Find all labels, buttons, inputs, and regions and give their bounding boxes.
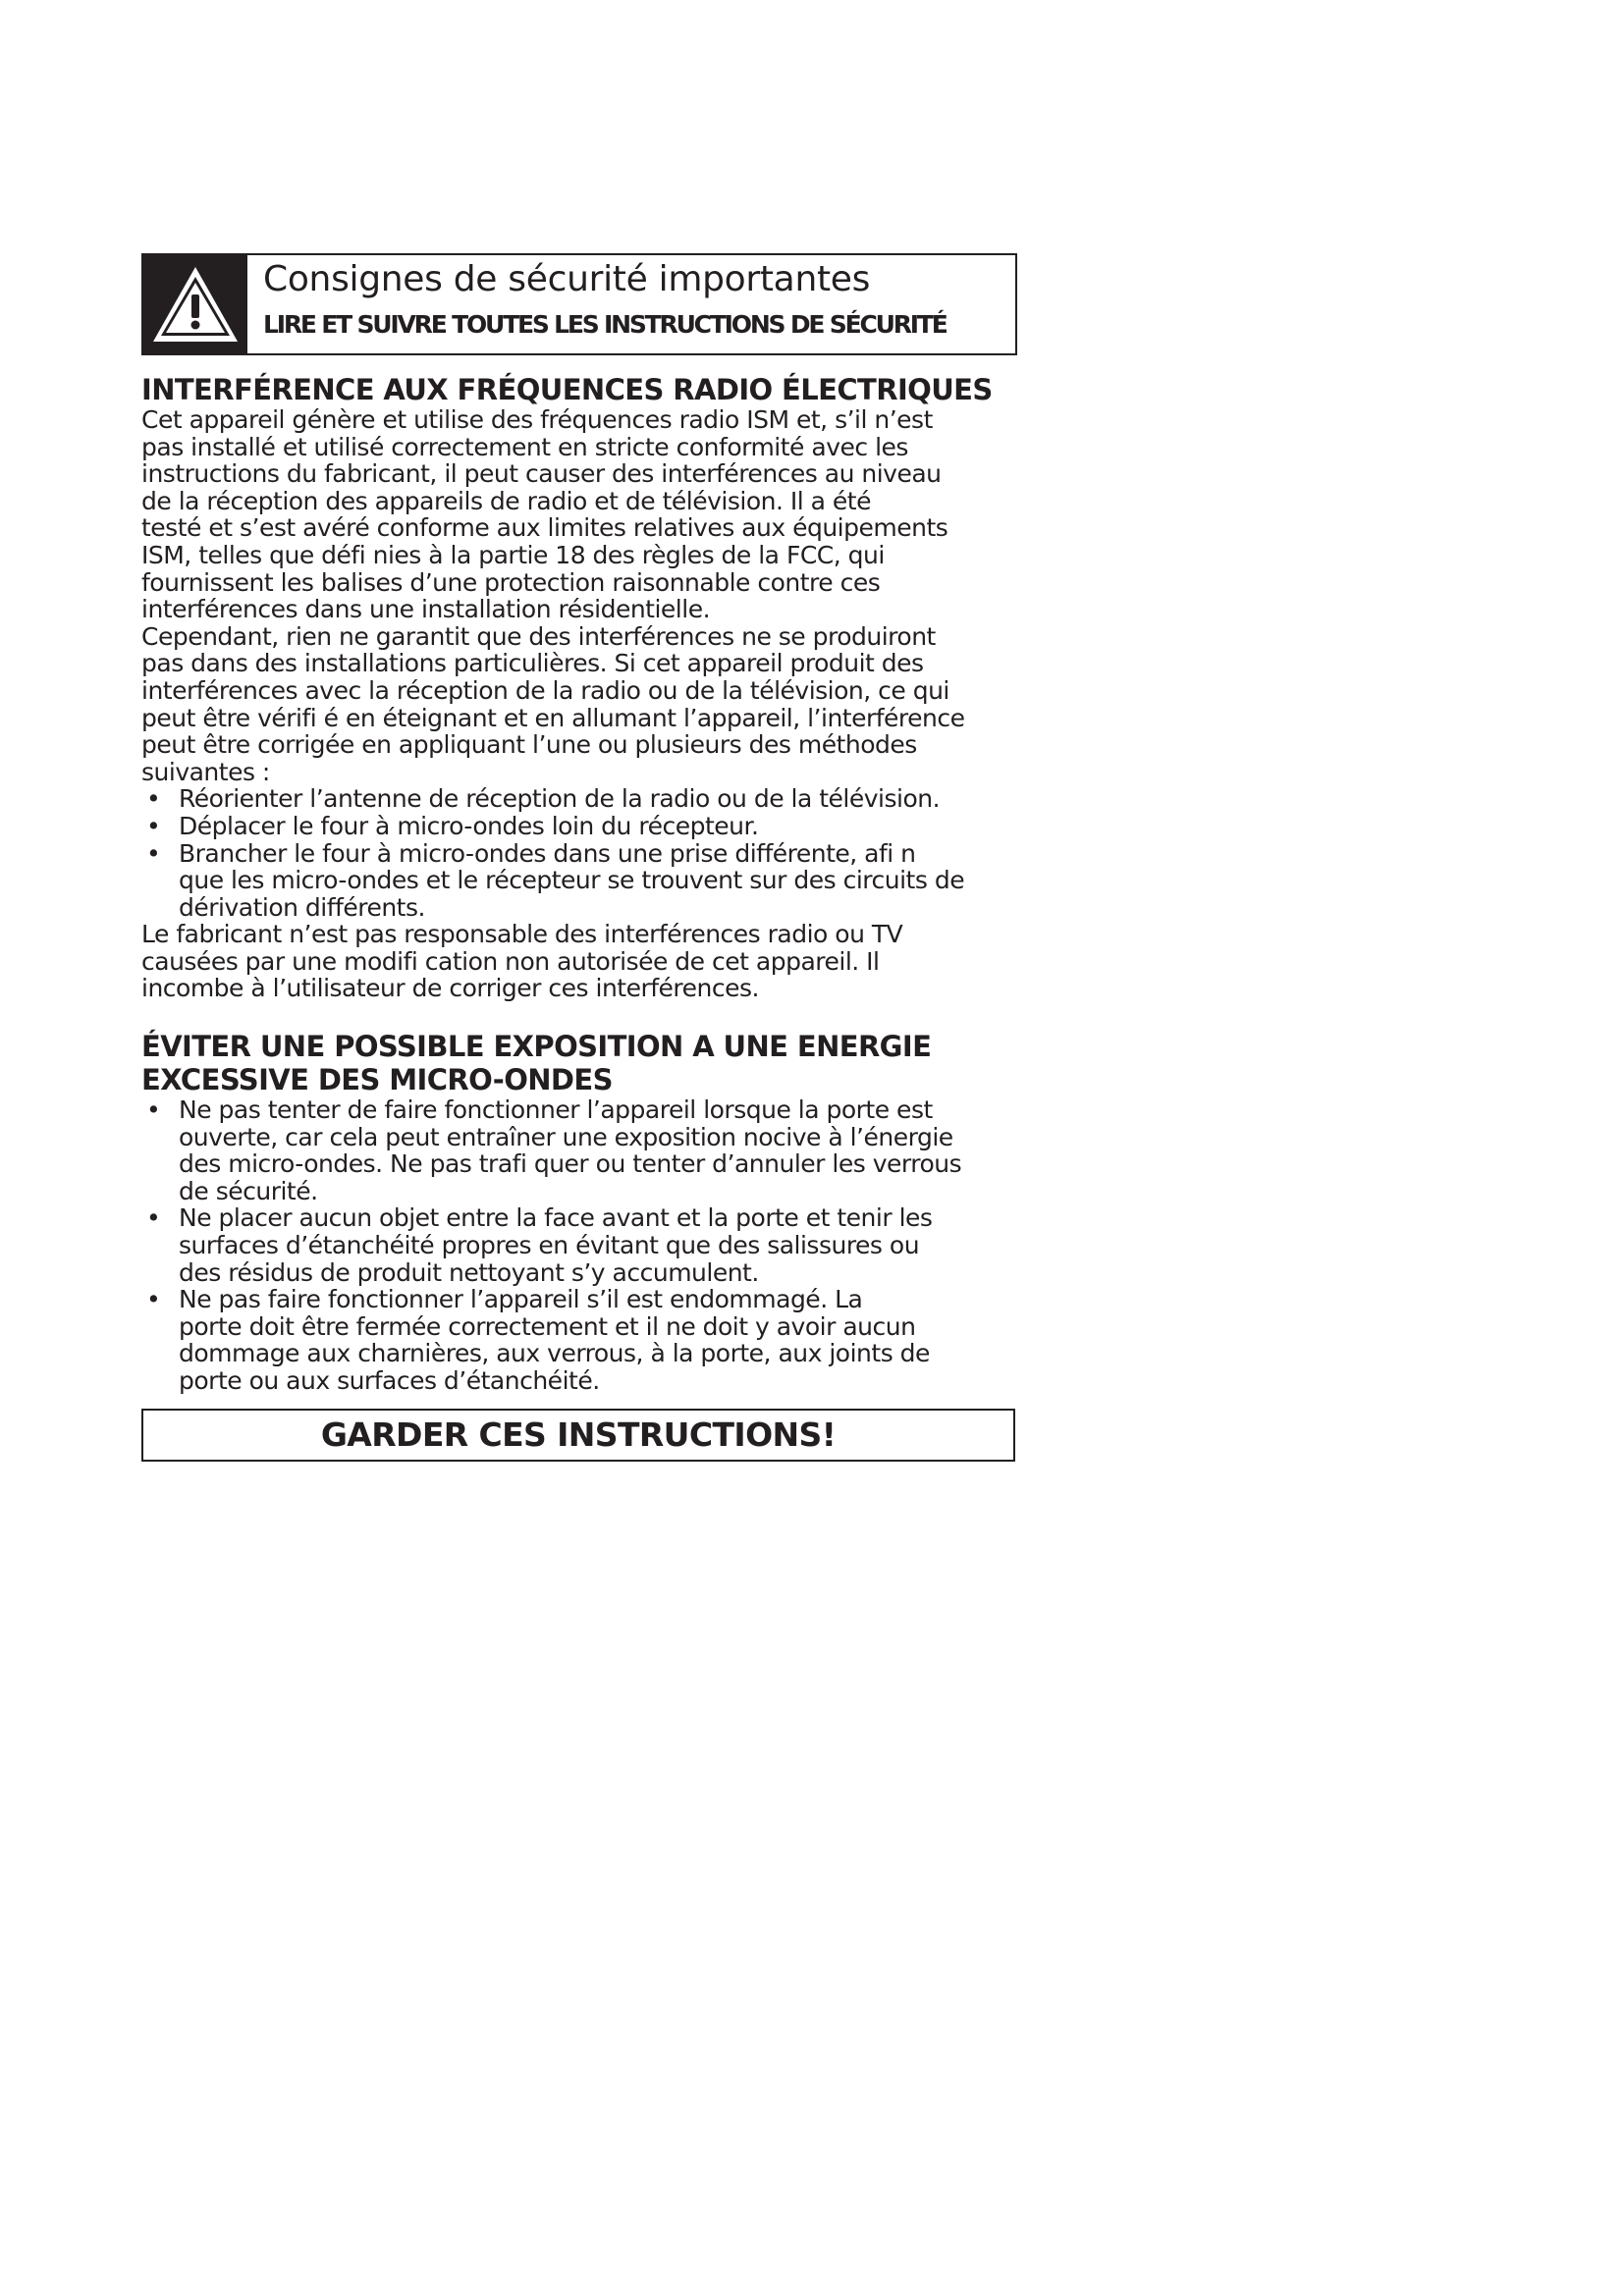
text-line: des résidus de produit nettoyant s’y accumulent. [179, 1257, 759, 1287]
text-line: interférences dans une installation résidentielle. [141, 595, 711, 624]
list-item [141, 1096, 1015, 1204]
list-item [141, 785, 1015, 813]
text-line: pas dans des installations particulières. Si cet appareil produit des [141, 649, 924, 678]
text-line: peut être vérifi é en éteignant et en allumant l’appareil, l’interférence [141, 703, 965, 732]
text-line: que les micro-ondes et le récepteur se trouvent sur des circuits de [179, 866, 965, 895]
rf-paragraph-1 [141, 406, 1015, 623]
header-title: Consignes de sécurité importantes [263, 259, 871, 299]
list-item [141, 1286, 1015, 1394]
text-line: ouverte, car cela peut entraîner une exposition nocive à l’énergie [179, 1122, 953, 1151]
text-line: ISM, telles que défi nies à la partie 18 des règles de la FCC, qui [141, 540, 885, 569]
bullet-icon: • [146, 1095, 161, 1125]
text-line: porte ou aux surfaces d’étanchéité. [179, 1366, 600, 1395]
list-item [141, 840, 1015, 922]
text-line: de sécurité. [179, 1176, 318, 1205]
text-line: pas installé et utilisé correctement en stricte conformité avec les [141, 432, 908, 461]
text-line: Brancher le four à micro-ondes dans une prise différente, afi n [179, 838, 916, 868]
text-line: dommage aux charnières, aux verrous, à la porte, aux joints de [179, 1339, 930, 1368]
bullet-icon: • [146, 1203, 161, 1233]
bullet-icon: • [146, 784, 161, 814]
exposure-bullet-list [141, 1096, 1015, 1395]
list-item [141, 813, 1015, 840]
text-line: Déplacer le four à micro-ondes loin du récepteur. [179, 811, 759, 840]
text-line: fournissent les balises d’une protection raisonnable contre ces [141, 567, 881, 597]
safety-header-box [141, 253, 1017, 355]
text-line: interférences avec la réception de la radio ou de la télévision, ce qui [141, 675, 949, 705]
rf-section-heading: INTERFÉRENCE AUX FRÉQUENCES RADIO ÉLECTRIQUES [141, 373, 993, 406]
bullet-icon: • [146, 1285, 161, 1314]
text-line: porte doit être fermée correctement et il ne doit y avoir aucun [179, 1311, 916, 1341]
safety-page [141, 253, 1015, 1462]
text-line: testé et s’est avéré conforme aux limites relatives aux équipements [141, 513, 948, 543]
text-line: Ne placer aucun objet entre la face avant et la porte et tenir les [179, 1203, 933, 1233]
text-line: Réorienter l’antenne de réception de la radio ou de la télévision. [179, 784, 941, 814]
text-line: Ne pas faire fonctionner l’appareil s’il est endommagé. La [179, 1285, 863, 1314]
text-line: dérivation différents. [179, 892, 425, 922]
text-line: de la réception des appareils de radio et de télévision. Il a été [141, 486, 871, 515]
bullet-icon: • [146, 838, 161, 868]
header-subtitle: LIRE ET SUIVRE TOUTES LES INSTRUCTIONS DE SÉCURITÉ [263, 310, 947, 339]
rf-paragraph-2 [141, 623, 1015, 786]
text-line: Ne pas tenter de faire fonctionner l’appareil lorsque la porte est [179, 1095, 933, 1125]
list-item [141, 1204, 1015, 1286]
text-line: Le fabricant n’est pas responsable des interférences radio ou TV [141, 920, 903, 949]
bullet-icon: • [146, 811, 161, 840]
text-line: incombe à l’utilisateur de corriger ces interférences. [141, 974, 759, 1003]
text-line: peut être corrigée en appliquant l’une ou plusieurs des méthodes [141, 730, 917, 760]
text-line: surfaces d’étanchéité propres en évitant que des salissures ou [179, 1231, 920, 1260]
rf-paragraph-3 [141, 921, 1015, 1002]
text-line: Cet appareil génère et utilise des fréquences radio ISM et, s’il n’est [141, 405, 933, 434]
warning-triangle-icon [149, 263, 242, 346]
text-line: instructions du fabricant, il peut causer des interférences au niveau [141, 459, 942, 489]
text-line: causées par une modifi cation non autorisée de cet appareil. Il [141, 946, 880, 976]
rf-bullet-list [141, 785, 1015, 921]
text-line: suivantes : [141, 757, 270, 786]
text-line: des micro-ondes. Ne pas trafi quer ou tenter d’annuler les verrous [179, 1149, 962, 1179]
warning-icon-block [143, 255, 247, 353]
exposure-section-heading [141, 1030, 1015, 1096]
text-line: Cependant, rien ne garantit que des interférences ne se produiront [141, 621, 936, 651]
heading-line: EXCESSIVE DES MICRO-ONDES [141, 1063, 613, 1097]
heading-line: ÉVITER UNE POSSIBLE EXPOSITION A UNE ENERGIE [141, 1030, 932, 1064]
keep-instructions-banner: GARDER CES INSTRUCTIONS! [141, 1409, 1015, 1462]
